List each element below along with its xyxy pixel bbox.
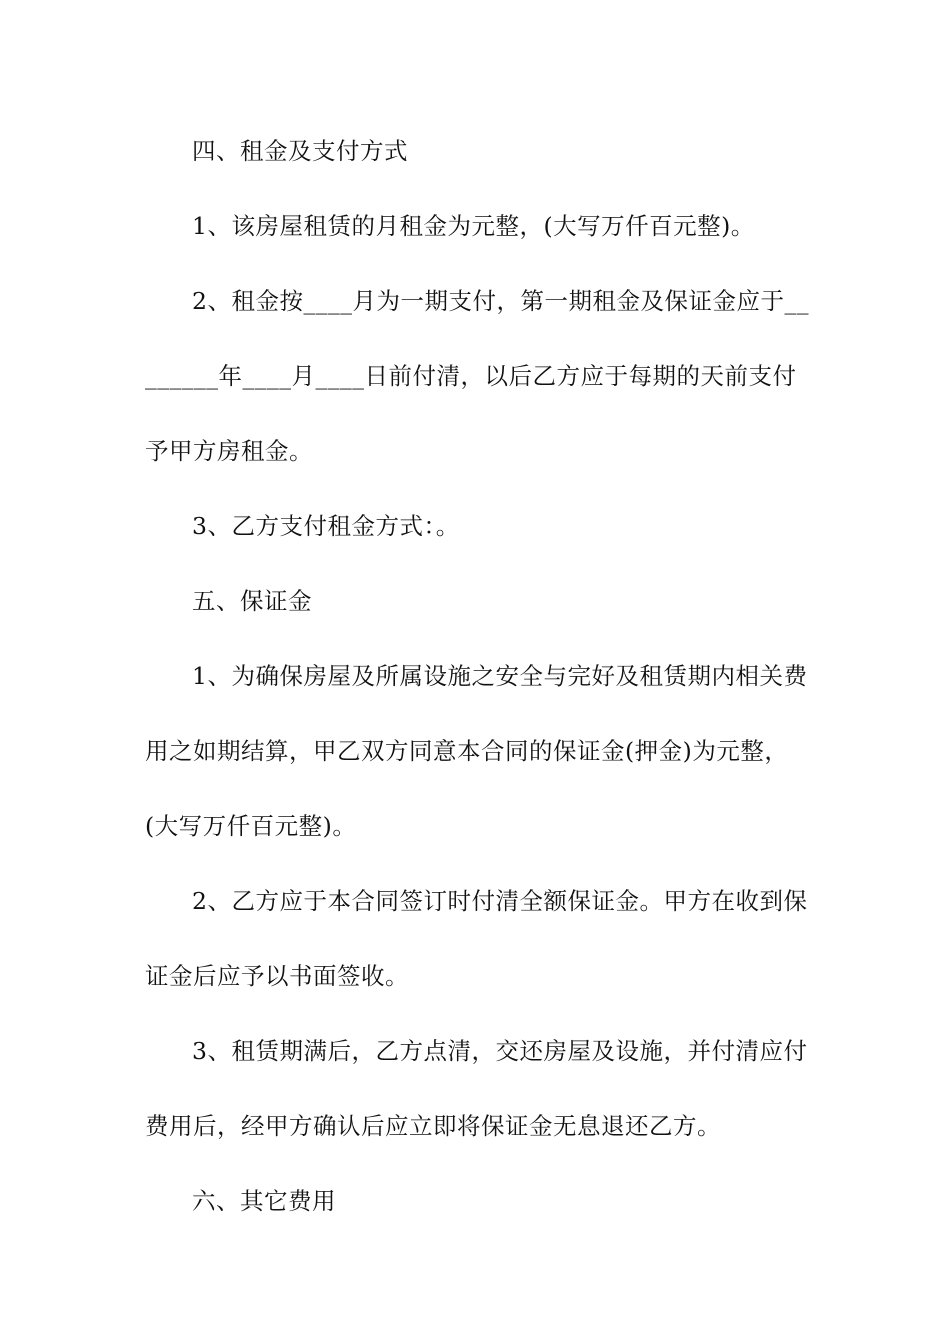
section-heading-deposit: 五、保证金 bbox=[192, 587, 312, 615]
paragraph-line: 3、乙方支付租金方式：。 bbox=[192, 512, 460, 540]
paragraph-line: 2、乙方应于本合同签订时付清全额保证金。甲方在收到保 bbox=[192, 887, 808, 915]
paragraph-line: 费用后，经甲方确认后应立即将保证金无息退还乙方。 bbox=[145, 1112, 721, 1140]
paragraph-line: 3、租赁期满后，乙方点清，交还房屋及设施，并付清应付 bbox=[192, 1037, 808, 1065]
paragraph-line: 1、为确保房屋及所属设施之安全与完好及租赁期内相关费 bbox=[192, 662, 808, 690]
paragraph-line: 1、该房屋租赁的月租金为元整，(大写万仟百元整)。 bbox=[192, 212, 755, 240]
paragraph-line: (大写万仟百元整)。 bbox=[145, 812, 357, 840]
paragraph-line: 2、租金按____月为一期支付，第一期租金及保证金应于__ bbox=[192, 287, 809, 315]
section-heading-rent-payment: 四、租金及支付方式 bbox=[192, 137, 408, 165]
section-heading-other-fees: 六、其它费用 bbox=[192, 1187, 336, 1215]
paragraph-line: 予甲方房租金。 bbox=[145, 437, 313, 465]
paragraph-line: 证金后应予以书面签收。 bbox=[145, 962, 409, 990]
paragraph-line: ______年____月____日前付清，以后乙方应于每期的天前支付 bbox=[145, 362, 797, 390]
paragraph-line: 用之如期结算，甲乙双方同意本合同的保证金(押金)为元整， bbox=[145, 737, 789, 765]
